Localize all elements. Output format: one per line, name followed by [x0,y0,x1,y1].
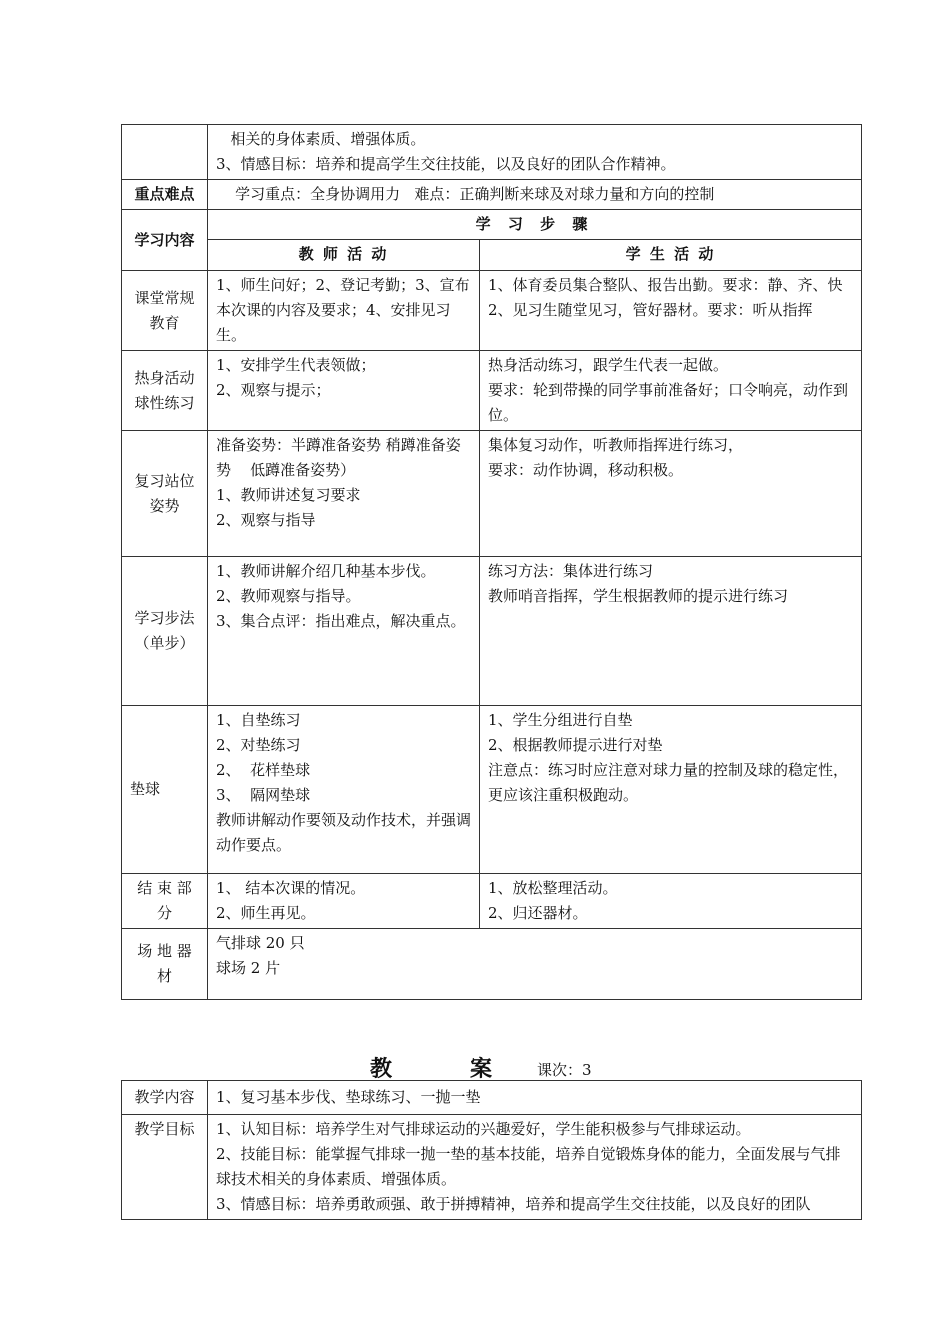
student-line: 要求：轮到带操的同学事前准备好；口令响亮，动作到位。 [488,381,849,424]
student-line: 热身活动练习，跟学生代表一起做。 [488,356,729,374]
teacher-line: 教师讲解动作要领及动作技术，并强调动作要点。 [216,811,472,854]
teacher-line: 准备姿势：半蹲准备姿势 稍蹲准备姿势 低蹲准备姿势） [216,436,461,479]
lesson-plan-table [121,124,862,1000]
teacher-line: 2、 花样垫球 [216,761,311,779]
student-line: 2、根据教师提示进行对垫 [488,736,663,754]
teacher-line: 1、师生问好；2、登记考勤；3、宣布本次课的内容及要求；4、安排见习生。 [216,276,470,344]
teacher-line: 3、 隔网垫球 [216,786,311,804]
student-line: 注意点：练习时应注意对球力量的控制及球的稳定性，更应该注重积极跑动。 [488,761,849,804]
row-label-routine: 课堂常规教育 [122,271,208,351]
teacher-header: 教 师 活 动 [208,240,480,271]
teach-content-label: 教学内容 [122,1081,208,1115]
equip-label: 场 地 器 材 [122,929,208,1000]
row-teacher-stance [208,431,480,557]
title-char-1: 教 [370,1056,393,1082]
row-teacher-warmup [208,351,480,431]
row-teacher-dig [208,706,480,874]
student-line: 2、见习生随堂见习，管好器材。要求：听从指挥 [488,301,813,319]
teacher-line: 2、观察与提示； [216,381,331,399]
equip-line: 球场 2 片 [216,959,281,977]
goals-continued [208,125,862,180]
teach-goals-text [208,1115,862,1220]
title-char-2: 案 [470,1056,493,1082]
row-student-ending [480,874,862,929]
student-line: 1、学生分组进行自垫 [488,711,633,729]
teacher-line: 2、对垫练习 [216,736,301,754]
row-student-footwork [480,557,862,706]
row-student-warmup [480,351,862,431]
student-line: 2、归还器材。 [488,904,588,922]
student-line: 教师哨音指挥，学生根据教师的提示进行练习 [488,587,789,605]
row-student-dig [480,706,862,874]
row-label-footwork: 学习步法（单步） [122,557,208,706]
row-label-dig: 垫球 [122,706,208,874]
row-label-stance: 复习站位姿势 [122,431,208,557]
student-line: 集体复习动作，听教师指挥进行练习， [488,436,744,454]
teach-goals-label: 教学目标 [122,1115,208,1220]
row-teacher-ending [208,874,480,929]
page-title [370,1052,492,1083]
row-label-ending: 结 束 部 分 [122,874,208,929]
student-line: 1、体育委员集合整队、报告出勤。要求：静、齐、快 [488,276,843,294]
goal-line: 2、技能目标：能掌握气排球一抛一垫的基本技能，培养自觉锻炼身体的能力，全面发展与气排球技术相关的身体素质、增强体质。 [216,1145,841,1188]
student-line: 练习方法：集体进行练习 [488,562,654,580]
teacher-line: 1、 结本次课的情况。 [216,879,366,897]
content-label: 学习内容 [122,210,208,271]
steps-header: 学 习 步 骤 [208,210,862,240]
teacher-line: 2、观察与指导 [216,511,316,529]
row-student-stance [480,431,862,557]
teach-content-text: 1、复习基本步伐、垫球练习、一抛一垫 [208,1081,862,1115]
teacher-line: 2、教师观察与指导。 [216,587,361,605]
goals-cont-line-1: 相关的身体素质、增强体质。 [216,130,426,148]
student-line: 1、放松整理活动。 [488,879,618,897]
row-label-warmup: 热身活动球性练习 [122,351,208,431]
teacher-line: 1、教师讲解介绍几种基本步伐。 [216,562,436,580]
student-header: 学 生 活 动 [480,240,862,271]
teacher-line: 1、安排学生代表领做； [216,356,376,374]
row-student-routine [480,271,862,351]
key-points-text: 学习重点：全身协调用力 难点：正确判断来球及对球力量和方向的控制 [208,180,862,210]
teacher-line: 2、师生再见。 [216,904,316,922]
teacher-line: 1、自垫练习 [216,711,301,729]
row-teacher-routine [208,271,480,351]
student-line: 要求：动作协调，移动积极。 [488,461,684,479]
goal-line: 3、情感目标：培养勇敢顽强、敢于拼搏精神，培养和提高学生交往技能，以及良好的团队 [216,1195,811,1213]
teacher-line: 1、教师讲述复习要求 [216,486,361,504]
equip-line: 气排球 20 只 [216,934,305,952]
goal-line: 1、认知目标：培养学生对气排球运动的兴趣爱好，学生能积极参与气排球运动。 [216,1120,751,1138]
row-teacher-footwork [208,557,480,706]
lesson-number: 课次：3 [537,1061,592,1079]
key-points-label: 重点难点 [122,180,208,210]
goals-cont-line-2: 3、情感目标：培养和提高学生交往技能，以及良好的团队合作精神。 [216,155,676,173]
goals-label-cell [122,125,208,180]
lesson-plan-table-2 [121,1080,862,1220]
equip-text [208,929,862,1000]
teacher-line: 3、集合点评：指出难点，解决重点。 [216,612,466,630]
